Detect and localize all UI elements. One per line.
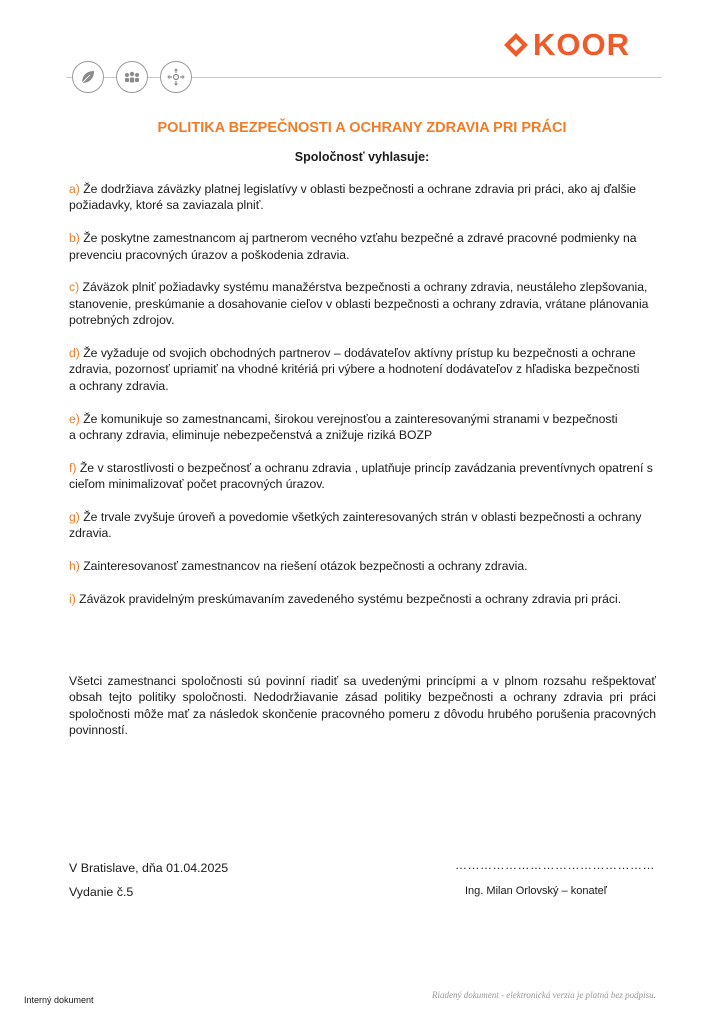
- policy-item-text-line: Že vyžaduje od svojich obchodných partnerov – dodávateľov aktívny prístup ku bezpečnosti a ochrane: [83, 346, 636, 361]
- footer-controlled-note: Riadený dokument - elektronická verzia je platná bez podpisu.: [432, 990, 656, 1000]
- policy-item-text-line: prevenciu pracovných úrazov a poškodenia zdravia.: [69, 247, 350, 262]
- policy-item-text-line: potrebných zdrojov.: [69, 313, 175, 328]
- policy-item: [69, 558, 659, 574]
- policy-item: [69, 230, 659, 263]
- policy-item-letter: h): [69, 559, 80, 574]
- footer-internal-label: Interný dokument: [24, 995, 94, 1005]
- policy-item: [69, 591, 659, 607]
- signature-line: …………………………………………: [455, 858, 655, 872]
- network-arrows-icon: [160, 61, 192, 93]
- place-date: V Bratislave, dňa 01.04.2025: [69, 861, 229, 875]
- policy-item-text-line: Zainteresovanosť zamestnancov na riešení otázok bezpečnosti a ochrany zdravia.: [83, 559, 528, 574]
- koor-logo-mark-icon: [503, 32, 529, 58]
- document-title: POLITIKA BEZPEČNOSTI A OCHRANY ZDRAVIA PRI PRÁCI: [157, 120, 567, 136]
- policy-item-letter: c): [69, 280, 80, 295]
- policy-item-text-line: zdravia, pozornosť upriamiť na vhodné kritériá pri výbere a hodnotení dodávateľov z hľadiska bezpečnosti: [69, 362, 640, 377]
- people-group-icon: [116, 61, 148, 93]
- edition-number: Vydanie č.5: [69, 885, 134, 899]
- policy-item-text-line: zdravia.: [69, 526, 112, 541]
- policy-item: [69, 345, 659, 394]
- document-subtitle: Spoločnosť vyhlasuje:: [294, 150, 430, 164]
- policy-item-letter: i): [69, 592, 76, 607]
- policy-item: [69, 279, 659, 328]
- policy-item-text-line: Že v starostlivosti o bezpečnosť a ochranu zdravia , uplatňuje princíp zavádzania preventívnych opatrení s: [79, 460, 653, 475]
- policy-item-letter: e): [69, 411, 80, 426]
- policy-item-text-line: Že poskytne zamestnancom aj partnerom vecného vzťahu bezpečné a zdravé pracovné podmienky na: [83, 231, 637, 246]
- signer-name: Ing. Milan Orlovský – konateľ: [465, 885, 607, 897]
- policy-item-letter: g): [69, 510, 80, 525]
- policy-item: [69, 181, 659, 214]
- policy-item-text-line: a ochrany zdravia.: [69, 378, 169, 393]
- policy-item-text-line: Záväzok pravidelným preskúmavaním zavedeného systému bezpečnosti a ochrany zdravia pri práci.: [79, 592, 622, 607]
- policy-item-text-line: stanovenie, preskúmanie a dosahovanie cieľov v oblasti bezpečnosti a ochrany zdravia, vrátane plánovania: [69, 296, 649, 311]
- policy-item-letter: d): [69, 346, 80, 361]
- policy-items-list: [69, 181, 659, 624]
- policy-item-text-line: Záväzok plniť požiadavky systému manažérstva bezpečnosti a ochrany zdravia, neustáleho zlepšovania,: [82, 280, 648, 295]
- policy-item-text-line: a ochrany zdravia, eliminuje nebezpečenstvá a znižuje riziká BOZP: [69, 428, 433, 443]
- policy-item: [69, 411, 659, 444]
- policy-item-text-line: Že trvale zvyšuje úroveň a povedomie všetkých zainteresovaných strán v oblasti bezpečnosti a ochrany: [83, 510, 642, 525]
- policy-item-letter: a): [69, 182, 80, 196]
- policy-item-text-line: cieľom minimalizovať počet pracovných úrazov.: [69, 477, 325, 492]
- brand-name: KOOR: [533, 27, 630, 62]
- policy-item: [69, 509, 659, 542]
- policy-item-letter: b): [69, 231, 80, 246]
- policy-item-text-line: požiadavky, ktoré sa zaviazala plniť.: [69, 198, 264, 213]
- policy-item: [69, 460, 659, 493]
- policy-item-letter: f): [69, 460, 77, 475]
- policy-item-text-line: Že komunikuje so zamestnancami, širokou verejnosťou a zainteresovanými stranami v bezpečnosti: [83, 411, 618, 426]
- policy-item-text-line: Že dodržiava záväzky platnej legislatívy v oblasti bezpečnosti a ochrane zdravia pri práci, ako aj ďalšie: [83, 182, 637, 196]
- company-logo: [503, 27, 630, 62]
- closing-paragraph: Všetci zamestnanci spoločnosti sú povinní riadiť sa uvedenými princípmi a v plnom rozsahu rešpektovať obsah tejto politiky spoločnosti. Nedodržiavanie zásad politiky bezpečnosti a ochrany zdravia pri práci spoločnosti môže mať za následok skončenie pracovného pomeru z dôvodu hrubého porušenia pracovných povinností.: [69, 674, 656, 738]
- header-divider: [66, 77, 662, 78]
- leaf-icon: [72, 61, 104, 93]
